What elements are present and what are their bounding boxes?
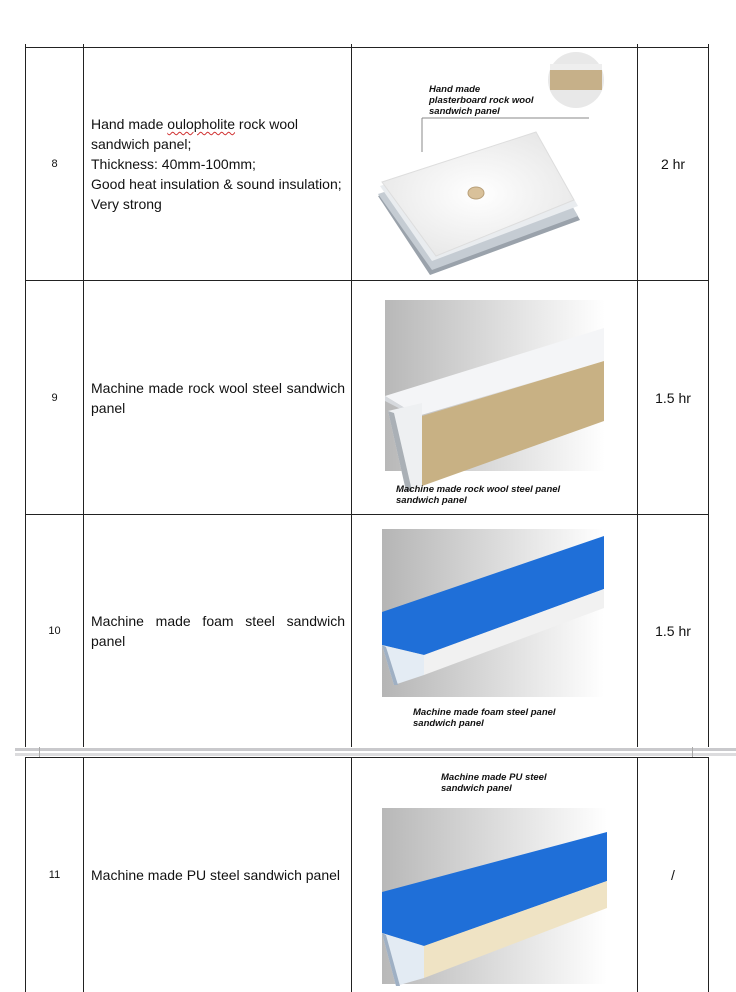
row-description: Machine made PU steel sandwich panel [91, 867, 341, 883]
row-duration: 1.5 hr [655, 389, 691, 406]
row-duration: 2 hr [660, 156, 686, 172]
row-number: 11 [48, 869, 61, 881]
row-number: 10 [48, 625, 61, 637]
product-image-foam-panel [352, 515, 637, 747]
image-caption: Hand made plasterboard rock wool sandwich panel [429, 84, 534, 117]
row-duration: 1.5 hr [655, 623, 691, 639]
image-caption: Machine made PU steel sandwich panel [441, 772, 547, 794]
row-description: Hand made oulopholite rock wool sandwich panel; Thickness: 40mm-100mm; Good heat insulation & sound insulation; Very strong [91, 116, 342, 212]
row-number: 9 [51, 391, 58, 404]
product-image-pu-panel [352, 758, 637, 992]
product-image-rock-wool-panel [352, 281, 637, 514]
image-caption: Machine made foam steel panel sandwich panel [413, 707, 556, 729]
page-break [0, 747, 736, 757]
row-duration: / [671, 867, 675, 883]
spellcheck-flagged-word[interactable]: oulopholite [167, 116, 236, 132]
row-description: Machine made rock wool steel sandwich panel [91, 379, 345, 416]
row-description: Machine made foam steel sandwich panel [91, 613, 345, 649]
table-border-right [708, 44, 709, 992]
row-number: 8 [51, 158, 58, 170]
product-image-plasterboard-panel [352, 48, 637, 280]
image-caption: Machine made rock wool steel panel sandwich panel [396, 484, 561, 506]
